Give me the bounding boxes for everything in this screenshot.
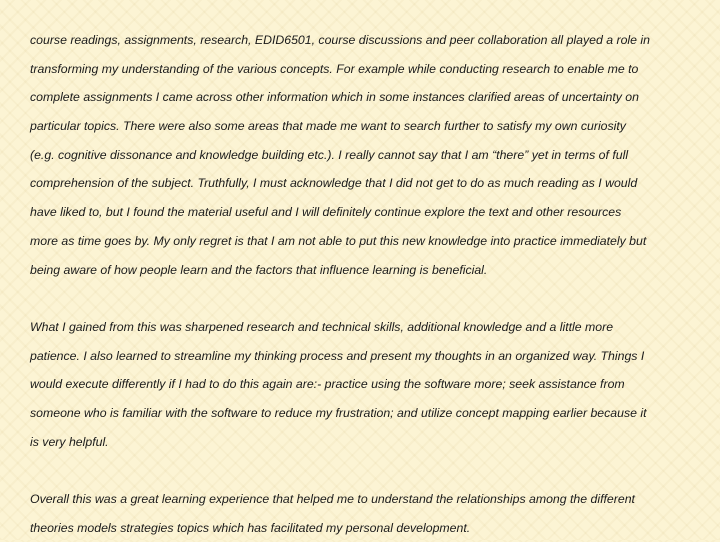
text-line: theories models strategies topics which has facilitated my personal development. xyxy=(30,520,471,535)
text-line: transforming my understanding of the various concepts. For example while conducting research to enable me to xyxy=(30,61,639,76)
paragraph-course-reflection xyxy=(30,26,700,284)
text-line: What I gained from this was sharpened research and technical skills, additional knowledge and a little more xyxy=(30,319,614,334)
paragraph-spacer xyxy=(30,456,700,485)
text-line: particular topics. There were also some areas that made me want to search further to satisfy my own curiosity xyxy=(30,119,626,134)
paragraph-gains xyxy=(30,313,700,456)
text-line: have liked to, but I found the material useful and I will definitely continue explore the text and other resources xyxy=(30,205,622,220)
text-line: patience. I also learned to streamline my thinking process and present my thoughts in an organized way. Things I xyxy=(30,348,645,363)
text-line: course readings, assignments, research, EDID6501, course discussions and peer collaboration all played a role in xyxy=(30,33,650,47)
text-line: more as time goes by. My only regret is that I am not able to put this new knowledge into practice immediately but xyxy=(30,233,647,248)
text-line: someone who is familiar with the software to reduce my frustration; and utilize concept mapping earlier because it xyxy=(30,405,647,420)
text-line: is very helpful. xyxy=(30,434,109,449)
text-line: complete assignments I came across other information which in some instances clarified areas of uncertainty on xyxy=(30,90,639,105)
text-line: comprehension of the subject. Truthfully, I must acknowledge that I did not get to do as much reading as I would xyxy=(30,176,638,191)
paragraph-overall xyxy=(30,485,700,542)
text-line: being aware of how people learn and the factors that influence learning is beneficial. xyxy=(30,262,488,277)
reflection-text-body xyxy=(30,26,700,542)
paragraph-spacer xyxy=(30,284,700,313)
text-line: Overall this was a great learning experience that helped me to understand the relationships among the different xyxy=(30,492,635,506)
text-line: would execute differently if I had to do this again are:- practice using the software more; seek assistance from xyxy=(30,377,625,392)
text-line: (e.g. cognitive dissonance and knowledge building etc.). I really cannot say that I am “there” yet in terms of full xyxy=(30,147,629,162)
